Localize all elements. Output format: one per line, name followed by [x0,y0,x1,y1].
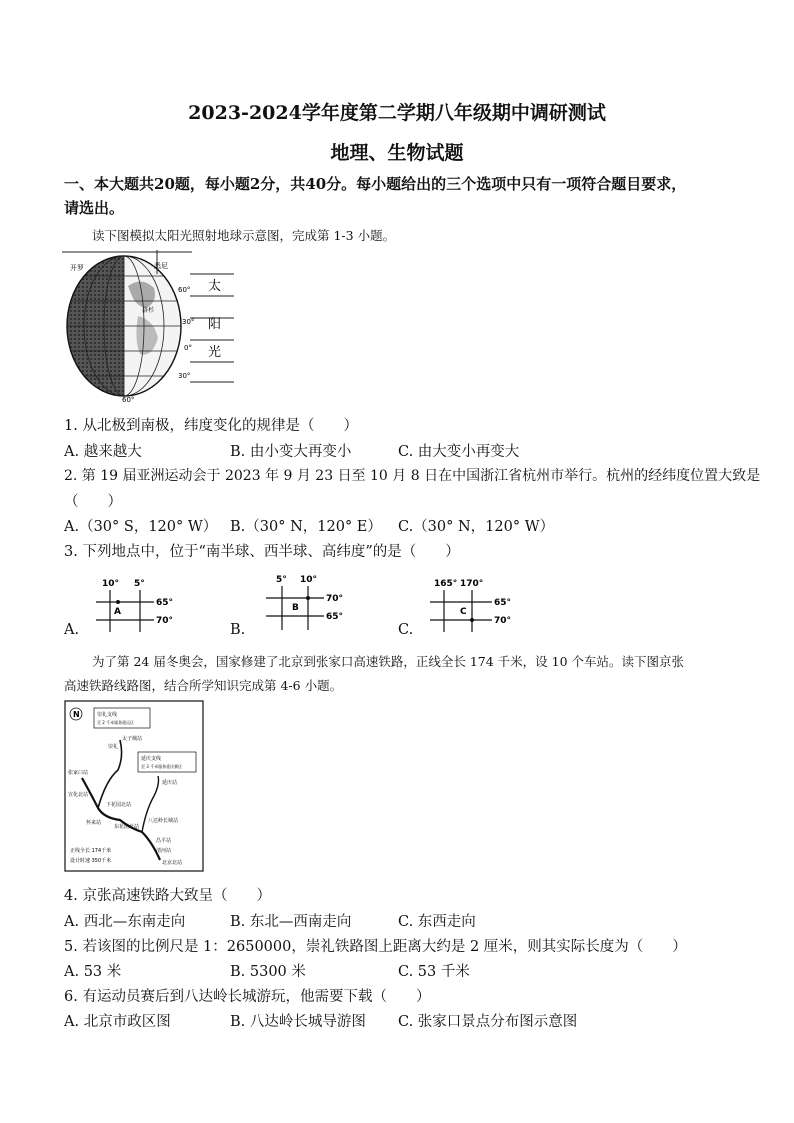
station-taizicheng: 太子城站 [122,736,143,742]
question-2-stem: 2. 第 19 届亚洲运动会于 2023 年 9 月 23 日至 10 月 8 日在中国浙江省杭州市举行。杭州的经纬度位置大致是 [64,468,761,484]
grid-a-lon1: 10° [102,579,120,589]
station-changping: 昌平站 [156,838,172,844]
station-xiahuayuan: 下花园北站 [106,802,132,808]
question-4-option-c[interactable]: C. 东西走向 [398,914,476,930]
question-2-option-b[interactable]: B.（30° N，120° E） [230,519,382,535]
question-6-stem: 6. 有运动员赛后到八达岭长城游玩，他需要下载（ ） [64,989,431,1005]
grid-figure-c [424,574,534,634]
question-4-option-a[interactable]: A. 西北—东南走向 [64,914,186,930]
grid-c-point: C [460,607,467,617]
question-6-option-b[interactable]: B. 八达岭长城导游图 [230,1014,366,1030]
station-huailai: 怀来站 [86,820,102,826]
intro-text-1: 读下图模拟太阳光照射地球示意图，完成第 1-3 小题。 [92,228,396,243]
grid-a-lon2: 5° [134,579,145,589]
question-4-option-b[interactable]: B. 东北—西南走向 [230,914,352,930]
grid-b-lon2: 10° [300,575,318,585]
question-1-option-c[interactable]: C. 由大变小再变大 [398,444,520,460]
grid-c-lat1: 65° [494,598,512,608]
lat-label-0: 0° [184,344,192,352]
station-chongli: 崇礼 [108,744,119,750]
box2-line1: 延庆支线 [141,756,162,762]
station-qinghe: 清河站 [156,848,172,854]
question-3-option-a[interactable]: A. [64,622,80,638]
grid-a-lat1: 65° [156,598,174,608]
question-3-stem: 3. 下列地点中，位于“南半球、西半球、高纬度”的是（ ） [64,544,460,560]
question-6-option-c[interactable]: C. 张家口景点分布图示意图 [398,1014,578,1030]
grid-b-lat1: 70° [326,594,344,604]
globe-figure [62,246,252,406]
question-5-stem: 5. 若该图的比例尺是 1：2650000，崇礼铁路图上距离大约是 2 厘米，则其实际长度为（ ） [64,939,687,955]
question-5-option-c[interactable]: C. 53 千米 [398,964,470,980]
lat-label-30n: 30° [182,318,195,326]
box2-line2: 至 3 千米服务延庆赛区 [141,764,183,769]
grid-figure-b [258,570,358,632]
grid-b-point: B [292,603,299,613]
station-yanqing: 延庆站 [162,780,178,786]
sun-char-1: 太 [208,279,222,294]
question-4-stem: 4. 京张高速铁路大致呈（ ） [64,888,271,904]
city-label-cairo: 开罗 [70,264,84,272]
station-zhangjiakou: 张家口站 [68,770,89,776]
box1-line1: 崇礼支线 [97,712,118,718]
north-arrow-label: N [73,710,80,719]
legend-design-speed: 设计时速 350千米 [70,858,112,864]
sun-char-3: 光 [208,345,222,360]
intro-text-2-line-2: 高速铁路线路图，结合所学知识完成第 4-6 小题。 [64,678,343,693]
question-3-option-c[interactable]: C. [398,622,414,638]
lat-label-60s: 60° [122,396,135,404]
intro-text-2-line-1: 为了第 24 届冬奥会，国家修建了北京到张家口高速铁路，正线全长 174 千米，设 10 个车站。读下图京张 [92,654,685,669]
question-1-stem: 1. 从北极到南极，纬度变化的规律是（ ） [64,418,358,434]
grid-a-lat2: 70° [156,616,174,626]
section-line-1: 一、本大题共20题，每小题2分，共40分。每小题给出的三个选项中只有一项符合题目要求， [64,175,687,193]
legend-line-length: 正线全长 174千米 [70,848,112,854]
lat-label-60n: 60° [178,286,191,294]
question-5-option-a[interactable]: A. 53 米 [64,964,122,980]
station-badaling: 八达岭长城站 [148,818,179,824]
page-title: 2023-2024学年度第二学期八年级期中调研测试 [188,102,606,124]
box1-line2: 至 2 千米服务奥运区 [97,720,135,725]
question-6-option-a[interactable]: A. 北京市政区图 [64,1014,171,1030]
sun-char-2: 阳 [208,317,222,332]
railway-map [64,700,204,872]
grid-a-point: A [114,607,121,617]
question-3-option-b[interactable]: B. [230,622,246,638]
section-line-2: 请选出。 [64,199,125,217]
city-label-mid: 洛杉 [142,307,155,314]
grid-b-lat2: 65° [326,612,344,622]
lat-label-30s: 30° [178,372,191,380]
page-subtitle: 地理、生物试题 [330,142,464,164]
grid-c-lat2: 70° [494,616,512,626]
station-xuanhua: 宣化北站 [68,792,89,798]
question-2-option-a[interactable]: A.（30° S，120° W） [64,519,218,535]
grid-c-lon2: 170° [460,579,484,589]
grid-figure-a [90,574,190,634]
question-2-option-c[interactable]: C.（30° N，120° W） [398,519,555,535]
section-heading [64,172,754,220]
city-label-sydney: 悉尼 [154,262,168,270]
question-2-stem-cont: （ ） [64,494,122,510]
grid-c-lon1: 165° [434,579,458,589]
station-beijingbei: 北京北站 [162,860,183,866]
station-donghuayuan: 东花园北站 [114,824,140,830]
grid-b-lon1: 5° [276,575,287,585]
question-1-option-a[interactable]: A. 越来越大 [64,444,142,460]
question-5-option-b[interactable]: B. 5300 米 [230,964,306,980]
question-1-option-b[interactable]: B. 由小变大再变小 [230,444,352,460]
